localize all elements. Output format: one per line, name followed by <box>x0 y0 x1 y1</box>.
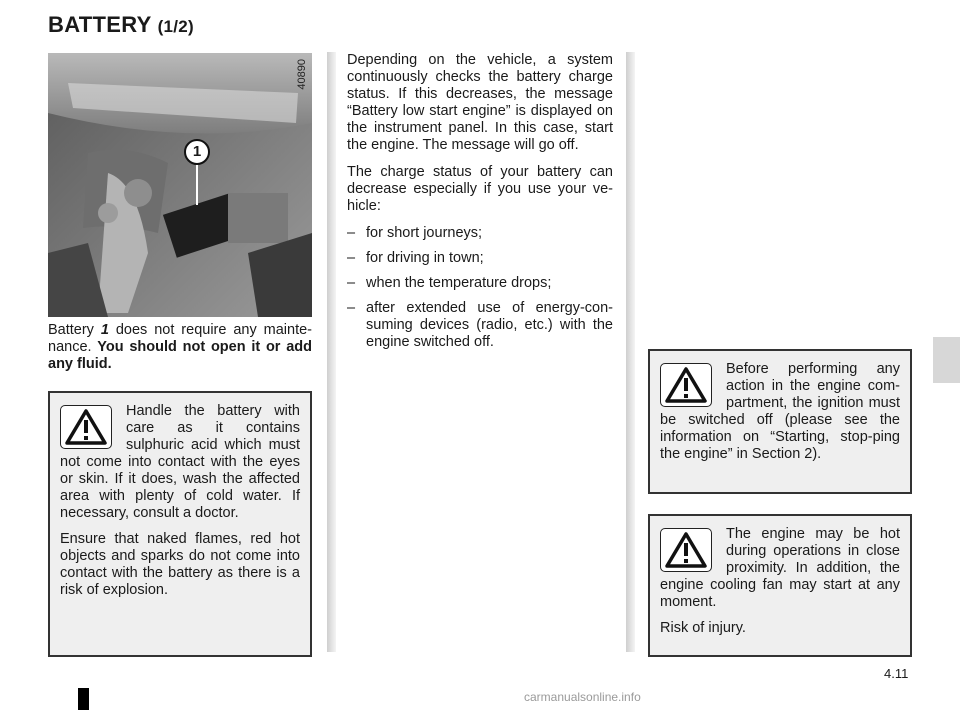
warning-triangle-icon <box>660 528 712 572</box>
warning-triangle-icon <box>60 405 112 449</box>
list-dash: – <box>347 250 356 266</box>
battery-caption <box>48 322 312 373</box>
list-item-text: after extended use of energy-con-suming devices (radio, etc.) with the engine switched off. <box>366 300 613 350</box>
title-main: BATTERY <box>48 12 158 37</box>
section-tab <box>933 337 960 383</box>
list-dash: – <box>347 225 356 241</box>
caption-text-2: does not require any mainte-nance. <box>48 322 312 355</box>
crop-mark <box>78 688 89 710</box>
callout-1: 1 <box>184 139 210 165</box>
body-column <box>347 52 613 359</box>
column-divider-left <box>327 52 336 652</box>
warning-box-acid <box>48 391 312 657</box>
list-dash: – <box>347 300 356 316</box>
page-title <box>48 12 194 38</box>
warning-box-ignition <box>648 349 912 494</box>
warning-ignition-text: Before performing any action in the engine com-partment, the ignition must be switched off (please see the information on “Starting, stop-ping the engine” in Section 2). <box>660 361 900 462</box>
paragraph-1: Depending on the vehicle, a system continuously checks the battery charge status. If this decreases, the message “Battery low start engine” is displayed on the instrument panel. In this case, start the engine. The message will go off. <box>347 52 613 153</box>
warning-box-hot-engine <box>648 514 912 657</box>
engine-bay-photo <box>48 53 312 317</box>
list-item-text: for driving in town; <box>366 250 484 266</box>
list-item <box>347 250 613 267</box>
list-item-text: for short journeys; <box>366 225 483 241</box>
warning-triangle-icon <box>660 363 712 407</box>
figure-code: 40890 <box>296 59 308 90</box>
caption-number: 1 <box>100 322 109 338</box>
warning-hot-engine-text: The engine may be hot during operations in close proximity. In addition, the engine cooling fan may start at any moment. <box>660 526 900 610</box>
warning-acid-text: Handle the battery with care as it contains sulphuric acid which must not come into contact with the eyes or skin. If it does, wash the affected area with plenty of cold water. If necessary, consult a doctor. <box>60 403 300 521</box>
callout-leader-line <box>196 163 198 205</box>
title-part: (1/2) <box>157 17 195 36</box>
warning-injury-text: Risk of injury. <box>660 620 746 636</box>
footer-watermark: carmanualsonline.info <box>524 690 641 704</box>
page-number: 4.11 <box>884 666 909 681</box>
list-dash: – <box>347 275 356 291</box>
column-divider-right <box>626 52 635 652</box>
list-item-text: when the temperature drops; <box>366 275 552 291</box>
list-item <box>347 300 613 351</box>
usage-list <box>347 225 613 351</box>
caption-bold: You should not open it or add any fluid. <box>48 339 312 372</box>
paragraph-2: The charge status of your battery can decrease especially if you use your ve-hicle: <box>347 164 613 214</box>
warning-explosion-text: Ensure that naked flames, red hot objects and sparks do not come into contact with the battery as there is a risk of explosion. <box>60 531 300 598</box>
caption-text: Battery <box>48 322 101 338</box>
list-item <box>347 225 613 242</box>
list-item <box>347 275 613 292</box>
